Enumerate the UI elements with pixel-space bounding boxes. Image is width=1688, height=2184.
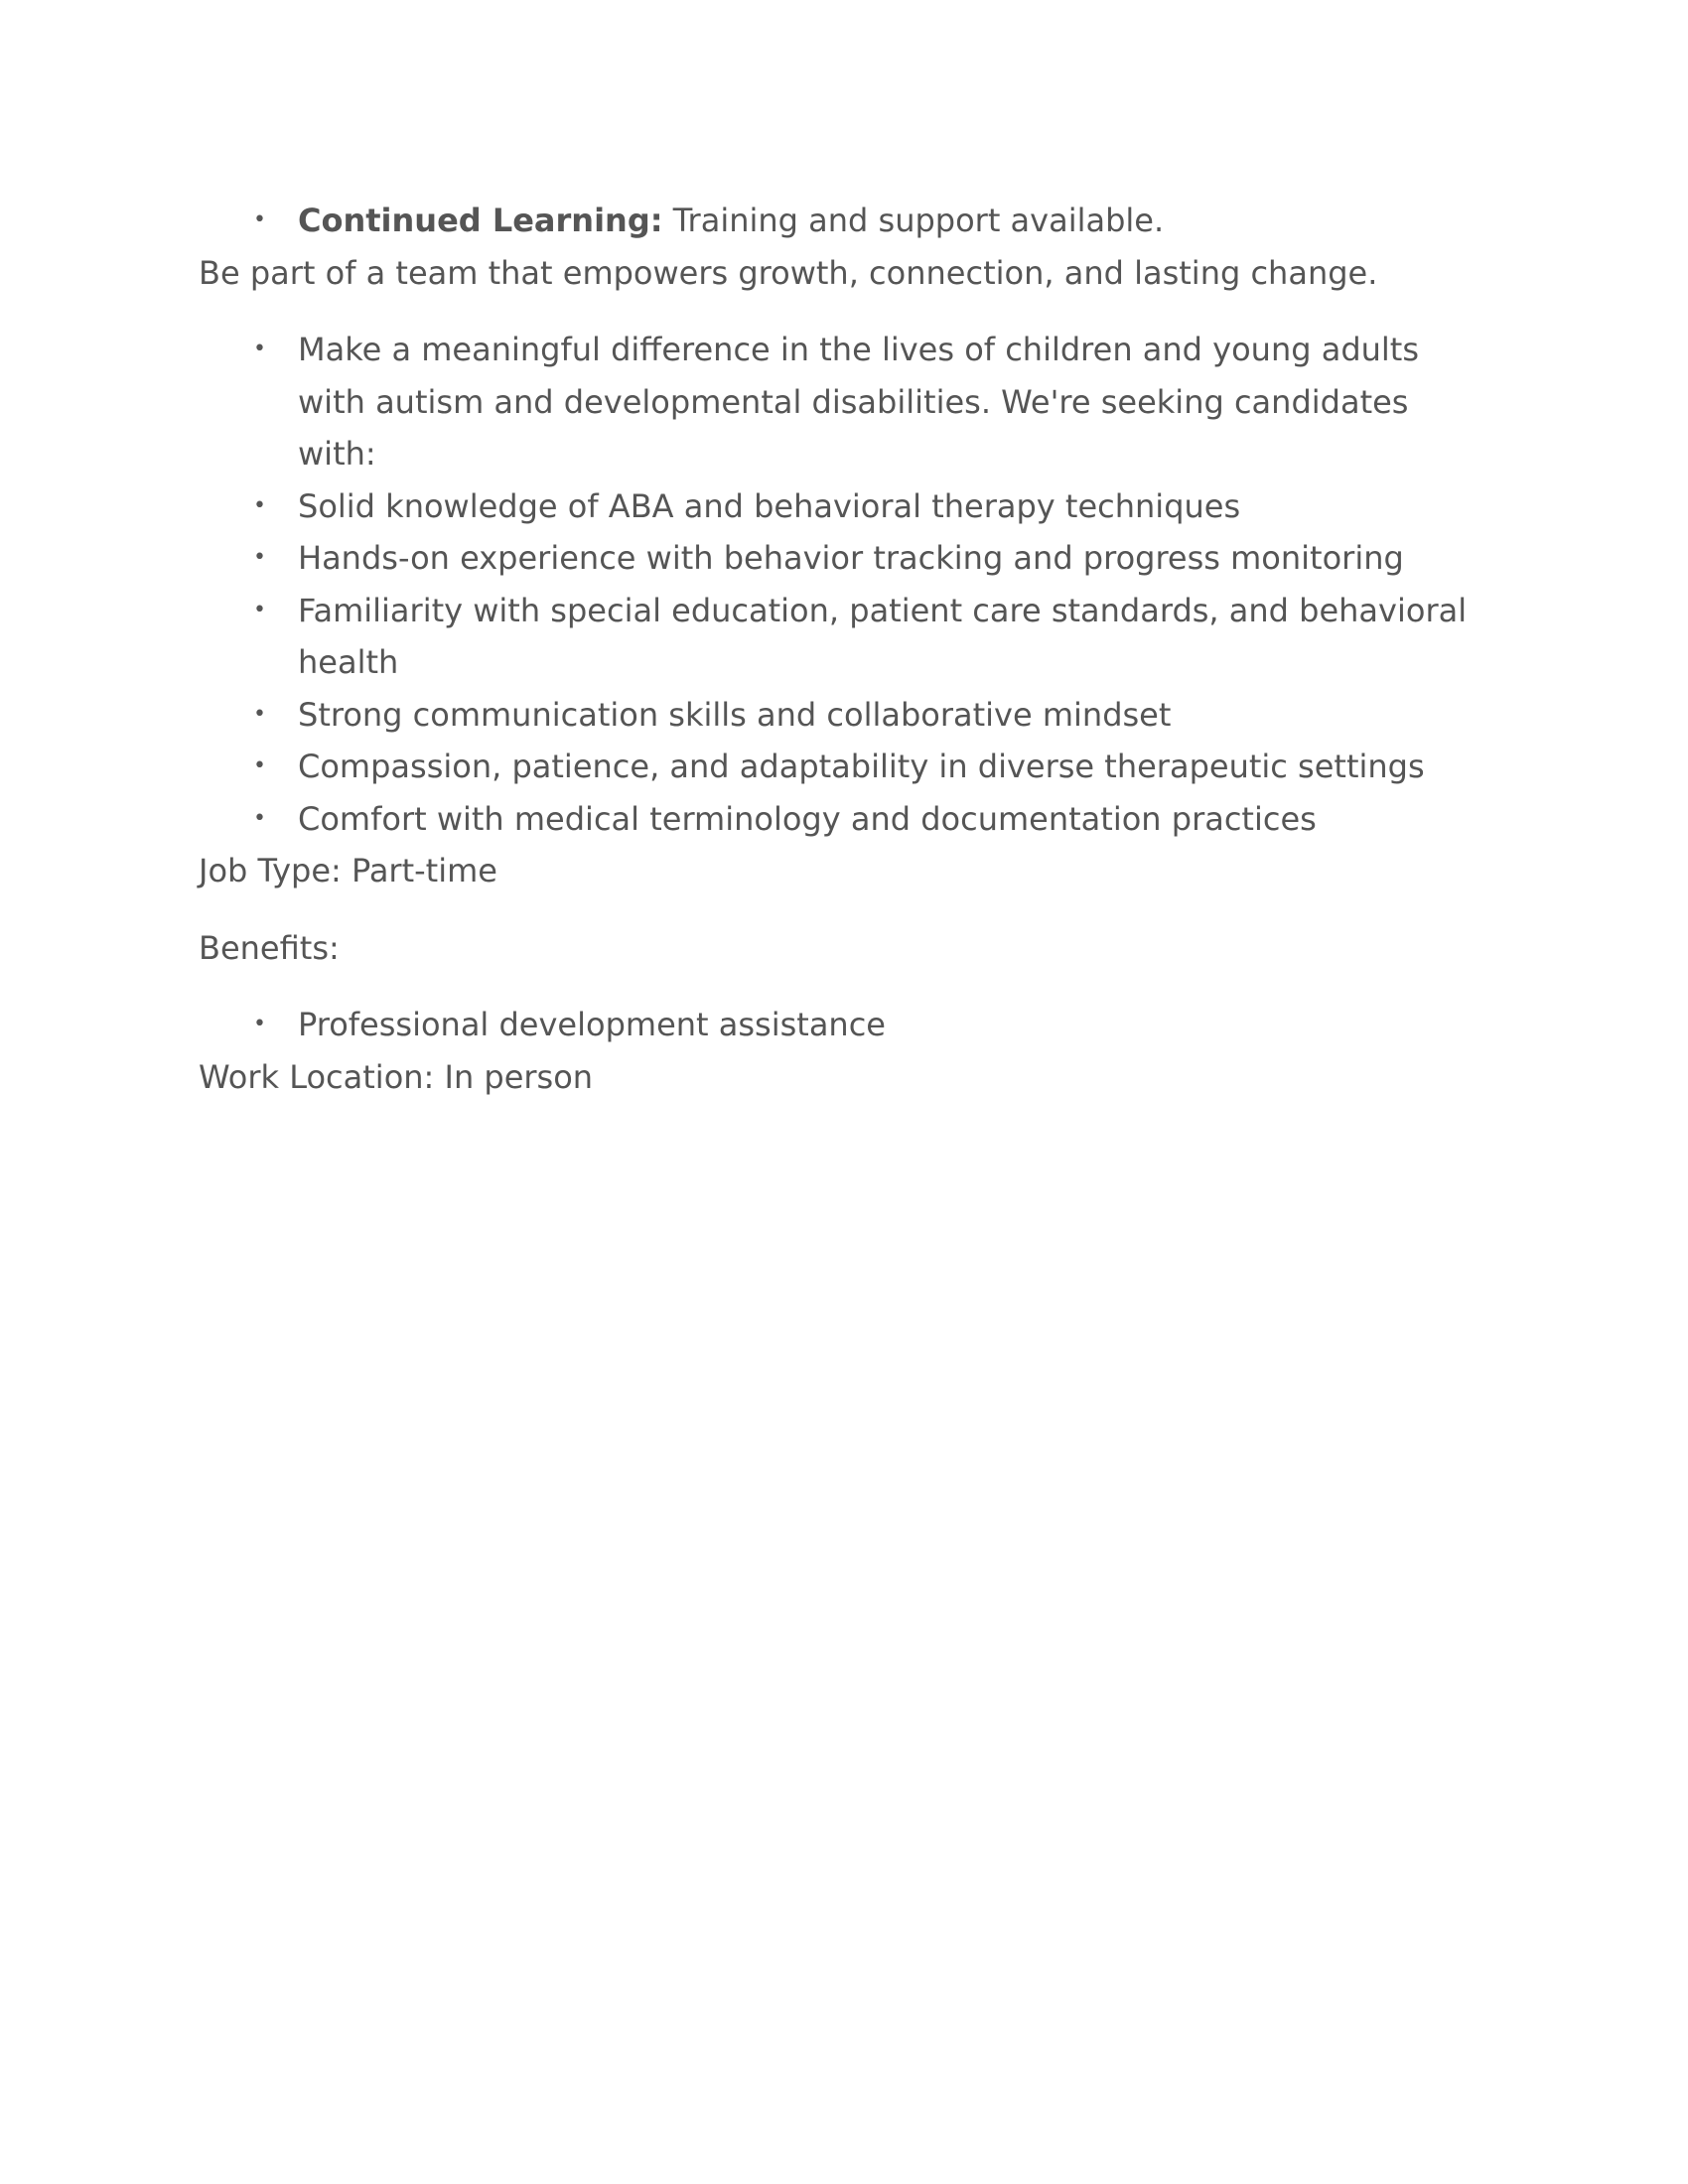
list-item-text: Make a meaningful difference in the lives of children and young adults with autism and developmental disabilities. We're seeking candidates with: <box>298 331 1420 473</box>
list-item <box>199 689 1489 742</box>
list-item <box>199 999 1489 1051</box>
document-content <box>199 195 1489 1103</box>
work-location: Work Location: In person <box>199 1057 594 1096</box>
bullet-icon: • <box>253 753 266 778</box>
benefits-heading: Benefits: <box>199 928 340 967</box>
list-item <box>199 793 1489 846</box>
list-item <box>199 324 1489 480</box>
list-item <box>199 585 1489 689</box>
list-item-text: Compassion, patience, and adaptability in diverse therapeutic settings <box>298 748 1425 785</box>
team-paragraph: Be part of a team that empowers growth, connection, and lasting change. <box>199 253 1378 292</box>
bullet-icon: • <box>253 337 266 361</box>
job-type: Job Type: Part-time <box>199 852 497 889</box>
list-item <box>199 195 1489 247</box>
bullet-icon: • <box>253 1012 266 1036</box>
benefits-list <box>199 999 1489 1051</box>
list-item <box>199 480 1489 533</box>
bullet-icon: • <box>253 597 266 622</box>
bullet-icon: • <box>253 492 266 518</box>
list-item-text: Professional development assistance <box>298 1006 886 1043</box>
list-item <box>199 532 1489 585</box>
bullet-icon: • <box>253 805 266 831</box>
bullet-icon: • <box>253 545 266 570</box>
qualifications-list <box>199 324 1489 845</box>
list-item-bold-label: Continued Learning: <box>298 202 663 239</box>
bullet-icon: • <box>253 701 266 727</box>
list-item <box>199 741 1489 793</box>
list-item-text: Hands-on experience with behavior tracking and progress monitoring <box>298 539 1404 577</box>
list-item-text: Strong communication skills and collaborative mindset <box>298 695 1172 734</box>
list-item-text: Solid knowledge of ABA and behavioral therapy techniques <box>298 486 1241 525</box>
learning-list <box>199 195 1489 247</box>
list-item-text: Comfort with medical terminology and documentation practices <box>298 799 1317 838</box>
list-item-text: Familiarity with special education, patient care standards, and behavioral health <box>298 591 1468 681</box>
bullet-icon: • <box>253 207 266 232</box>
list-item-text: Training and support available. <box>662 202 1165 239</box>
